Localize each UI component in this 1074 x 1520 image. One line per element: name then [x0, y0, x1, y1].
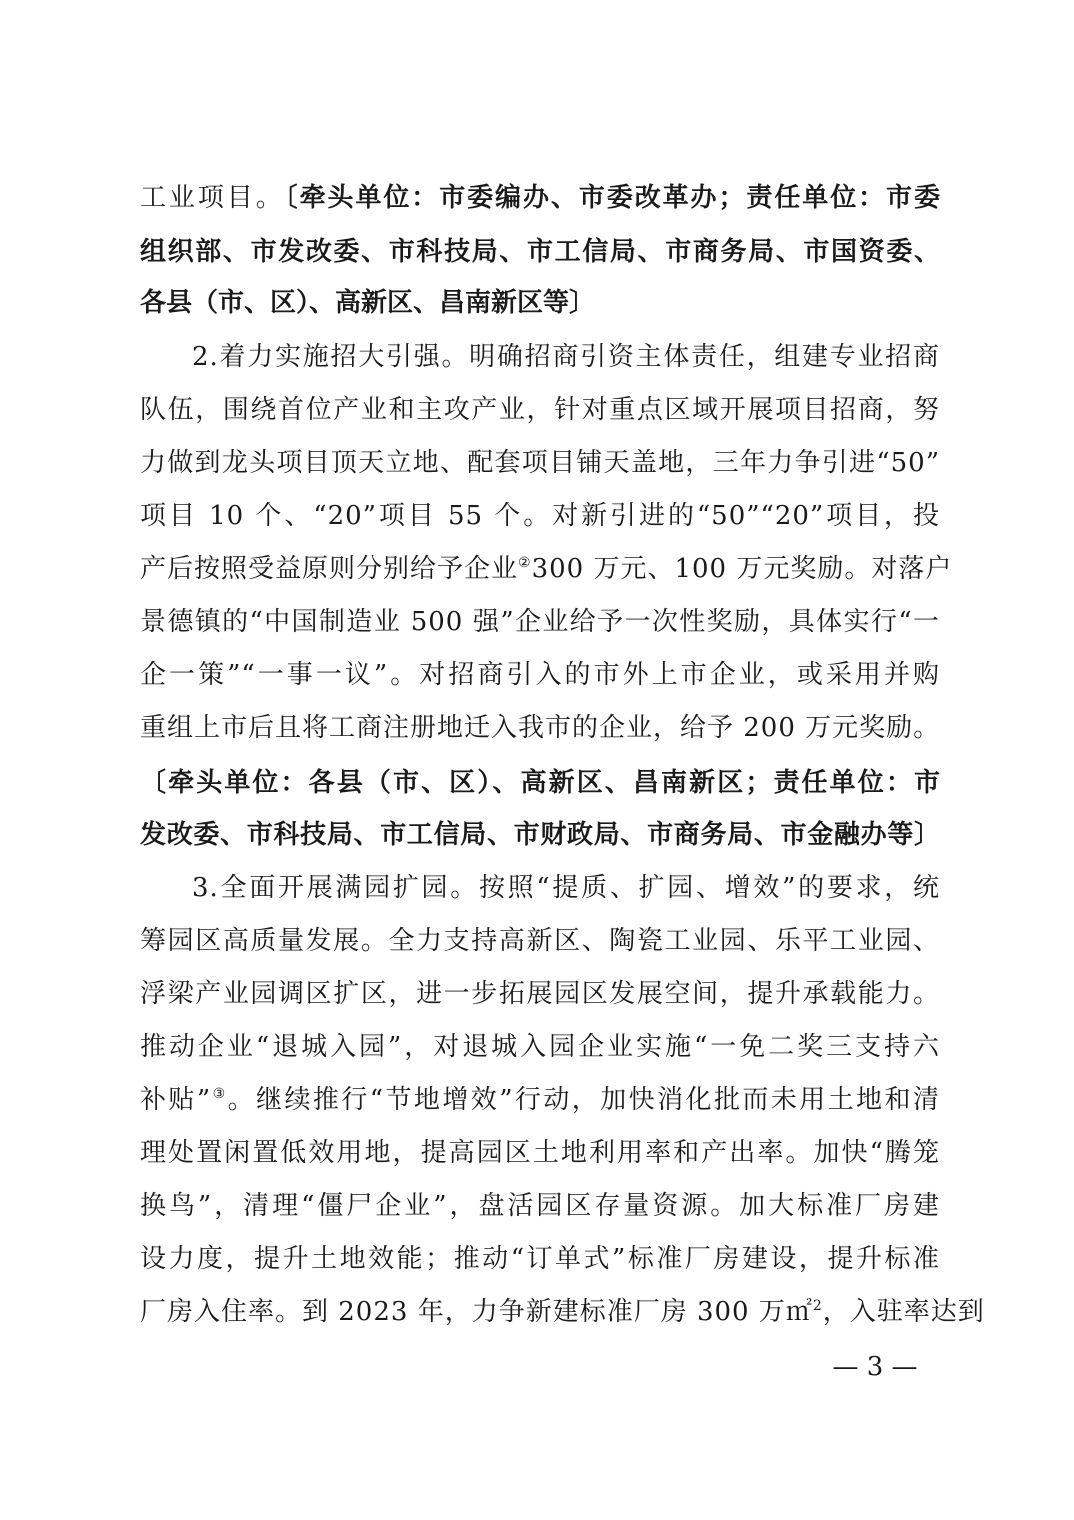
footnote-ref-3: ③: [211, 1086, 228, 1102]
text-line-17: 推动企业“退城入园”，对退城入园企业实施“一免二奖三支持六: [140, 1032, 940, 1062]
text-line-3: 各县（市、区）、高新区、昌南新区等〕: [140, 288, 596, 318]
text-segment: 产后按照受益原则分别给予企业: [140, 554, 519, 584]
text-line-14: 3.全面开展满园扩园。按照“提质、扩园、增效”的要求，统: [192, 873, 940, 903]
text-segment: 300 万元、100 万元奖励。对落户: [531, 554, 953, 584]
text-line-4: 2.着力实施招大引强。明确招商引资主体责任，组建专业招商: [192, 342, 940, 372]
text-segment: 。继续推行“节地增效”行动，加快消化批而未用土地和清: [227, 1085, 940, 1115]
page-number: — 3 —: [832, 1352, 918, 1382]
text-line-2: 组织部、市发改委、市科技局、市工信局、市商务局、市国资委、: [140, 237, 940, 267]
text-line-8: [140, 549, 953, 589]
text-line-10: 企一策”“一事一议”。对招商引入的市外上市企业，或采用并购: [140, 660, 940, 690]
text-line-5: 队伍，围绕首位产业和主攻产业，针对重点区域开展项目招商，努: [140, 395, 940, 425]
text-line-9: 景德镇的“中国制造业 500 强”企业给予一次性奖励，具体实行“一: [140, 607, 940, 637]
responsibility-note: 〔牵头单位：市委编办、市委改革办；责任单位：市委: [284, 183, 940, 213]
text-line-18: [140, 1080, 940, 1120]
text-line-20: 换鸟”，清理“僵尸企业”，盘活园区存量资源。加大标准厂房建: [140, 1191, 940, 1221]
text-line-22: [140, 1292, 985, 1332]
text-line-12: 〔牵头单位：各县（市、区）、高新区、昌南新区；责任单位：市: [140, 768, 940, 798]
superscript-unit: 2: [812, 1298, 823, 1314]
text-segment: 补贴”: [140, 1085, 212, 1115]
text-line-11: 重组上市后且将工商注册地迁入我市的企业，给予 200 万元奖励。: [140, 713, 941, 743]
text-segment: 厂房入住率。到 2023 年，力争新建标准厂房 300 万㎡: [140, 1297, 813, 1327]
text-line-19: 理处置闲置低效用地，提高园区土地利用率和产出率。加快“腾笼: [140, 1138, 940, 1168]
footnote-ref-2: ②: [518, 555, 532, 571]
text-segment: 工业项目。: [140, 183, 285, 213]
text-line-15: 筹园区高质量发展。全力支持高新区、陶瓷工业园、乐平工业园、: [140, 926, 940, 956]
text-line-21: 设力度，提升土地效能；推动“订单式”标准厂房建设，提升标准: [140, 1244, 940, 1274]
text-line-6: 力做到龙头项目顶天立地、配套项目铺天盖地，三年力争引进“50”: [140, 448, 940, 478]
text-segment: ，入驻率达到: [822, 1297, 985, 1327]
text-line-1: [140, 178, 940, 218]
text-line-16: 浮梁产业园调区扩区，进一步拓展园区发展空间，提升承载能力。: [140, 979, 940, 1009]
text-line-13: 发改委、市科技局、市工信局、市财政局、市商务局、市金融办等〕: [140, 820, 940, 850]
text-line-7: 项目 10 个、“20”项目 55 个。对新引进的“50”“20”项目，投: [140, 501, 940, 531]
